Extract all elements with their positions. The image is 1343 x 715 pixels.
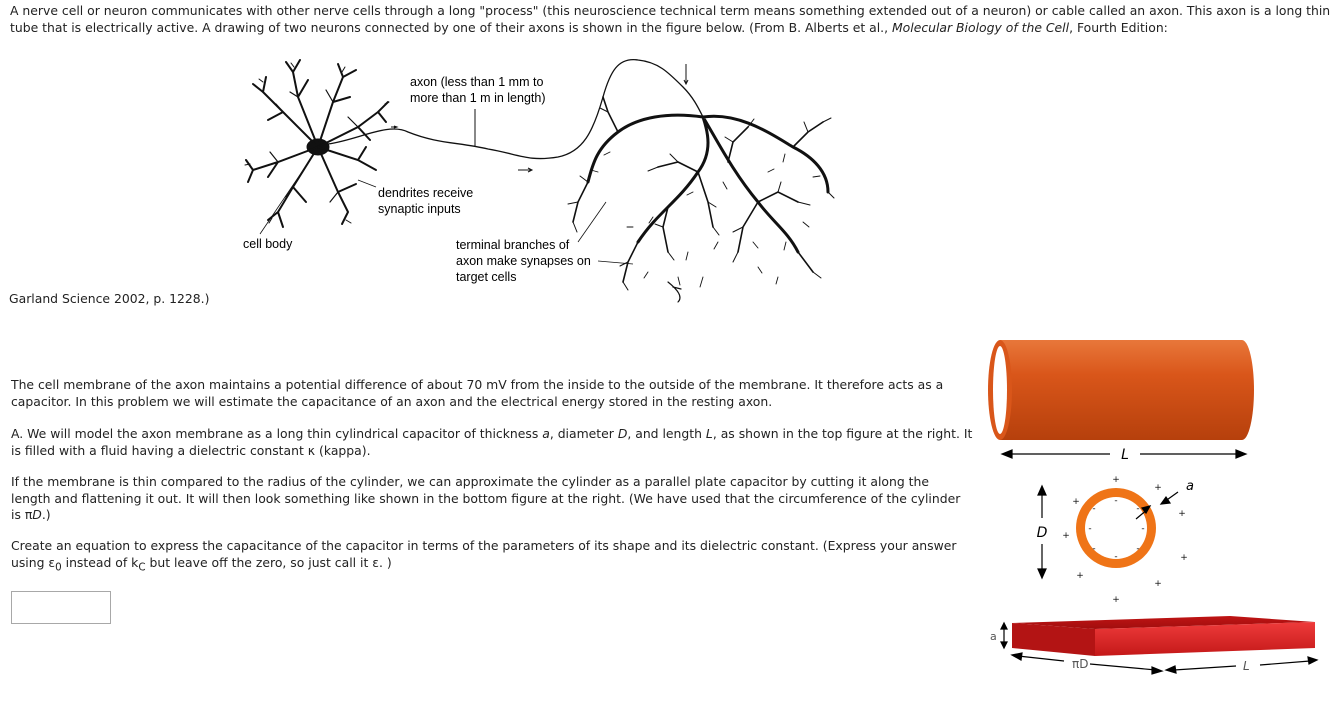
svg-text:-: -	[1136, 504, 1140, 514]
axon-label-line2: more than 1 m in length)	[410, 91, 546, 105]
svg-text:-: -	[1136, 544, 1140, 554]
plate-thickness-label: a	[990, 630, 997, 643]
flat-plate-capacitor	[1012, 616, 1315, 656]
plate-length-label: L	[1243, 659, 1250, 673]
neuron-drawing	[238, 52, 838, 312]
terminal-label-line3: target cells	[456, 270, 517, 284]
svg-text:+: +	[1072, 497, 1080, 507]
thin-membrane-paragraph: If the membrane is thin compared to the radius of the cylinder, we can approximate the cylinder as a parallel plate capacitor by cutting it along the length and flattening it out. It will then look something like shown in the bottom figure at the right. (We have used that the circumference of the cylinder is πD.)	[11, 474, 961, 522]
source-citation: Garland Science 2002, p. 1228.)	[9, 291, 210, 306]
cylinder-length-label: L	[1121, 447, 1129, 463]
plate-width-label: πD	[1072, 657, 1089, 671]
var-D: D	[617, 426, 628, 441]
svg-text:-: -	[1141, 524, 1145, 534]
cell-body-label-pointer	[260, 157, 312, 234]
create-equation-paragraph: Create an equation to express the capacitance of the capacitor in terms of the parameters of its shape and its dielectric constant. (Express your answer using $\varepsilon_0$ instead of $k_C$ but leave off the zero, so just call it ε. )	[11, 538, 957, 573]
svg-text:+: +	[1154, 483, 1162, 493]
svg-text:-: -	[1088, 524, 1092, 534]
answer-input[interactable]	[11, 591, 111, 624]
svg-text:-: -	[1092, 544, 1096, 554]
svg-text:+: +	[1062, 531, 1070, 541]
intro-text: A nerve cell or neuron communicates with other nerve cells through a long "process" (this neuroscience technical term means something extended out of a neuron) or cable called an axon. This axon is a long thin tube that is electrically active. A drawing of two neurons connected by one of their axons is shown in the figure below. (From B. Alberts et al.,	[10, 3, 1331, 35]
capacitor-diagrams	[980, 330, 1340, 680]
cylinder-capacitor	[988, 340, 1254, 440]
book-title: Molecular Biology of the Cell	[891, 19, 1070, 35]
terminal-label-pointer-a	[578, 202, 606, 242]
terminal-label-line2: axon make synapses on	[456, 254, 591, 268]
svg-text:-: -	[1114, 496, 1118, 506]
cell-body-label: cell body	[243, 237, 293, 251]
svg-text:+: +	[1178, 509, 1186, 519]
edition-text: , Fourth Edition:	[1069, 19, 1168, 35]
cell-body-neuron	[245, 60, 389, 227]
plate-thickness-arrow	[1001, 623, 1007, 648]
ring-diameter-label: D	[1036, 525, 1048, 541]
terminal-branches	[568, 97, 834, 302]
svg-text:+: +	[1112, 595, 1120, 605]
svg-text:-: -	[1092, 504, 1096, 514]
terminal-label-line1: terminal branches of	[456, 238, 570, 252]
var-D-circ: D	[32, 507, 42, 522]
plate-length-arrow	[1166, 657, 1317, 673]
ring-thickness-label: a	[1186, 479, 1194, 494]
var-a: a	[542, 426, 550, 441]
var-L: L	[705, 426, 713, 441]
intro-paragraph	[10, 3, 1335, 36]
svg-text:+: +	[1180, 553, 1188, 563]
axon-label-line1: axon (less than 1 mm to	[410, 75, 544, 89]
epsilon-subscript: 0	[55, 560, 62, 573]
dendrites-label-pointer	[358, 180, 376, 187]
membrane-paragraph: The cell membrane of the axon maintains a potential difference of about 70 mV from the inside to the outside of the membrane. It therefore acts as a capacitor. In this problem we will estimate the capacitance of an axon and the electrical energy stored in the resting axon.	[11, 377, 944, 409]
svg-text:+: +	[1076, 571, 1084, 581]
part-a-paragraph: A. We will model the axon membrane as a long thin cylindrical capacitor of thickness a, diameter D, and length L, as shown in the top figure at the right. It is filled with a fluid having a dielectric constant κ (kappa).	[11, 426, 973, 458]
k-subscript: C	[138, 560, 146, 573]
dendrites-label-line2: synaptic inputs	[378, 202, 461, 216]
svg-text:+: +	[1154, 579, 1162, 589]
svg-text:-: -	[1114, 552, 1118, 562]
dendrites-label-line1: dendrites receive	[378, 186, 474, 200]
svg-text:+: +	[1112, 475, 1120, 485]
